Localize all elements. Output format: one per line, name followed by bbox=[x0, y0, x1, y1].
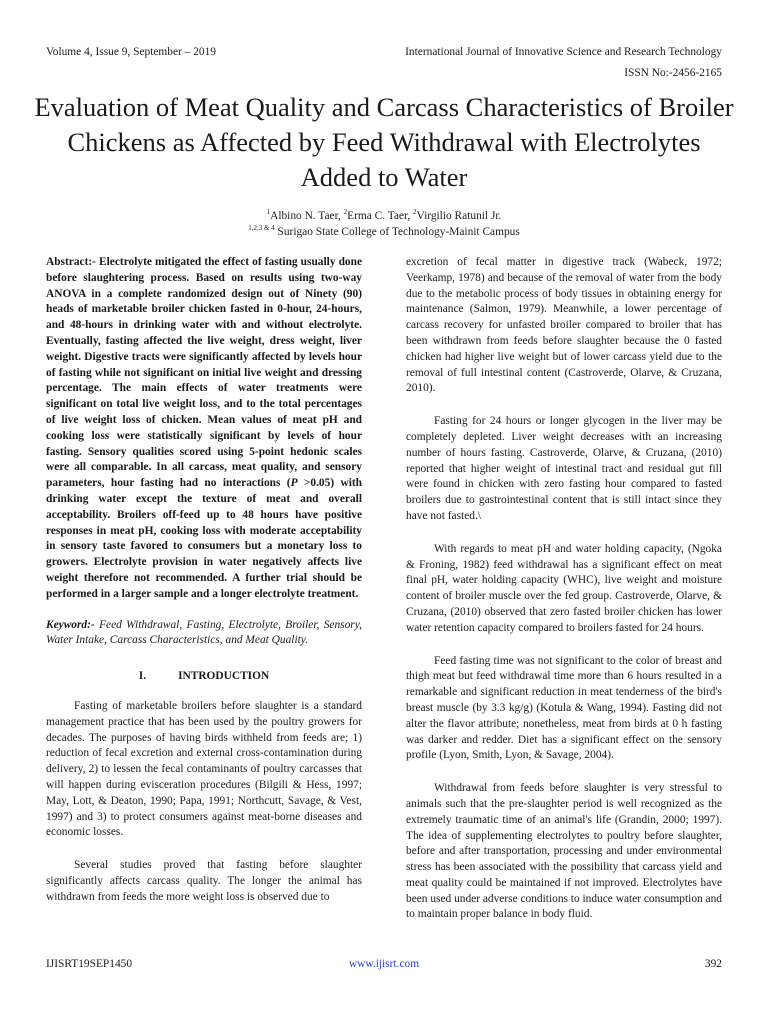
author-superscript: 2 bbox=[413, 208, 417, 217]
issn-label: ISSN No:-2456-2165 bbox=[624, 67, 722, 79]
paper-id-footer: IJISRT19SEP1450 bbox=[46, 958, 133, 970]
affiliation-name: Surigao State College of Technology-Mainit Campus bbox=[274, 226, 520, 238]
body-paragraph: Several studies proved that fasting before slaughter significantly affects carcass quality. The longer the animal has withdrawn from feeds the more weight loss is observed due to bbox=[46, 859, 362, 903]
keywords bbox=[46, 618, 362, 650]
journal-name-header: International Journal of Innovative Science and Research Technology bbox=[405, 46, 722, 58]
section-title: INTRODUCTION bbox=[178, 670, 270, 683]
keywords-label: Keyword:- bbox=[46, 618, 95, 631]
body-paragraph: excretion of fecal matter in digestive track (Wabeck, 1972; Veerkamp, 1978) and because of the removal of water from the body due to the metabolic process of body tissues in obtaining energy for maintenance (Salmon, 1979). Meanwhile, a lower percentage of carcass recovery for unfasted broiler compared to broiler that has been withdrawn from feeds before slaughter because the 0 fasted chicken had higher live weight but of lower carcass yield due to the removal of full intestinal content (Castroverde, Olarve, & Cruzana, 2010). bbox=[406, 256, 722, 395]
abstract-text-part1: Abstract:- Electrolyte mitigated the effect of fasting usually done before slaughtering process. Based on results using two-way ANOVA in a complete randomized design out of Ninety (90) heads of marketable broiler chicken fasted in 0-hour, 24-hours, and 48-hours in drinking water with and without electrolyte. Eventually, fasting affected the live weight, dress weight, liver weight. Digestive tracts were significantly affected by levels hour of fasting while not significant on initial live weight and dressing percentage. The main effects of water treatments were significant on total live weight loss, and to the total percentages of live weight loss of chicken. Mean values of meat pH and cooking loss were statistically significant by levels of hour fasting. Sensory qualities scored using 5-point hedonic scales were all comparable. In all carcass, meat quality, and sensory parameters, hour fasting had no interactions ( bbox=[46, 256, 362, 490]
body-paragraph: Fasting for 24 hours or longer glycogen in the liver may be completely depleted. Liver weight decreases with an increasing number of hours fasting. Castroverde, Olarve, & Cruzana, (2010) reported that higher weight of intestinal tract and residual gut fill were found in chicken with zero fasting hour compared to fasted broilers due to gastrointestinal content that is still intact since they have not fasted.\ bbox=[406, 415, 722, 522]
affiliation bbox=[0, 226, 768, 238]
journal-volume-header: Volume 4, Issue 9, September – 2019 bbox=[46, 46, 216, 58]
section-number: I. bbox=[138, 670, 147, 683]
left-column bbox=[46, 255, 362, 905]
author-superscript: 2 bbox=[343, 208, 348, 217]
author-name: Virgilio Ratunil Jr. bbox=[416, 210, 502, 222]
section-heading-introduction bbox=[46, 669, 362, 685]
author-list bbox=[0, 210, 768, 222]
affiliation-superscript: 1,2,3 & 4 bbox=[248, 224, 275, 233]
body-paragraph: With regards to meat pH and water holding capacity, (Ngoka & Froning, 1982) feed withdrawal has a significant effect on meat final pH, water holding capacity (WHC), live weight and moisture content of broiler muscle over the fed group. Castroverde, Olarve, & Cruzana, (2010) observed that zero fasted broiler chicken has lower water retention capacity compared to broilers fasted for 24 hours. bbox=[406, 542, 722, 634]
paper-title: Evaluation of Meat Quality and Carcass Characteristics of Broiler Chickens as Affected by Feed Withdrawal with Electrolytes Added to Water bbox=[34, 92, 734, 192]
page-number: 392 bbox=[704, 958, 722, 970]
p-value-symbol: P bbox=[290, 477, 298, 490]
author-superscript: 1 bbox=[266, 208, 271, 217]
author-name: Albino N. Taer, bbox=[270, 210, 344, 222]
body-paragraph: Feed fasting time was not significant to the color of breast and thigh meat but feed withdrawal time more than 6 hours resulted in a remarkable and significant reduction in meat tenderness of the bird's breast muscle (by 3.3 kg/g) (Kotula & Wang, 1994). Fasting did not alter the flavor attribute; nonetheless, meat from birds at 0 h fasting was darker and redder. Diet has a significant effect on the sensory profile (Lyon, Smith, Lyon, & Savage, 2004). bbox=[406, 654, 722, 762]
journal-website-link[interactable]: www.ijisrt.com bbox=[348, 958, 420, 970]
body-paragraph: Fasting of marketable broilers before slaughter is a standard management practice that has been used by the poultry growers for decades. The purposes of having birds withheld from feeds are; 1) reduction of fecal excretion and external cross-contamination during delivery, 2) to lessen the fecal contaminants of poultry carcasses that will happen during evisceration procedures (Bilgili & Hess, 1997; May, Lott, & Deaton, 1990; Papa, 1991; Northcutt, Savage, & Vest, 1997) and 3) to protect consumers against meat-borne diseases and economic losses. bbox=[46, 699, 362, 839]
abstract-text-part2: >0.05) with drinking water except the texture of meat and overall acceptability. Broilers off-feed up to 48 hours have positive responses in meat pH, cooking loss with moderate acceptability in sensory taste favored to consumers but a monetary loss to growers. Electrolyte provision in water negatively affects live weight therefore not recommended. A further trial should be performed in a larger sample and a longer electrolyte treatment. bbox=[46, 477, 362, 600]
body-paragraph: Withdrawal from feeds before slaughter is very stressful to animals such that the pre-slaughter period is well recognized as the extremely traumatic time of an animal's life (Grandin, 2000; 1997). The idea of supplementing electrolytes to poultry before slaughter, before and after transportation, processing and under environmental stress has been associated with the possibility that carcass yield and meat quality could be maintained if not improved. Electrolytes have been used under adverse conditions to induce water consumption and to maintain proper balance in body fluid. bbox=[406, 782, 723, 921]
keywords-text: Feed Withdrawal, Fasting, Electrolyte, Broiler, Sensory, Water Intake, Carcass Characteristics, and Meat Quality. bbox=[46, 618, 362, 647]
right-column bbox=[406, 255, 722, 923]
abstract bbox=[46, 255, 362, 603]
author-name: Erma C. Taer, bbox=[347, 210, 414, 222]
